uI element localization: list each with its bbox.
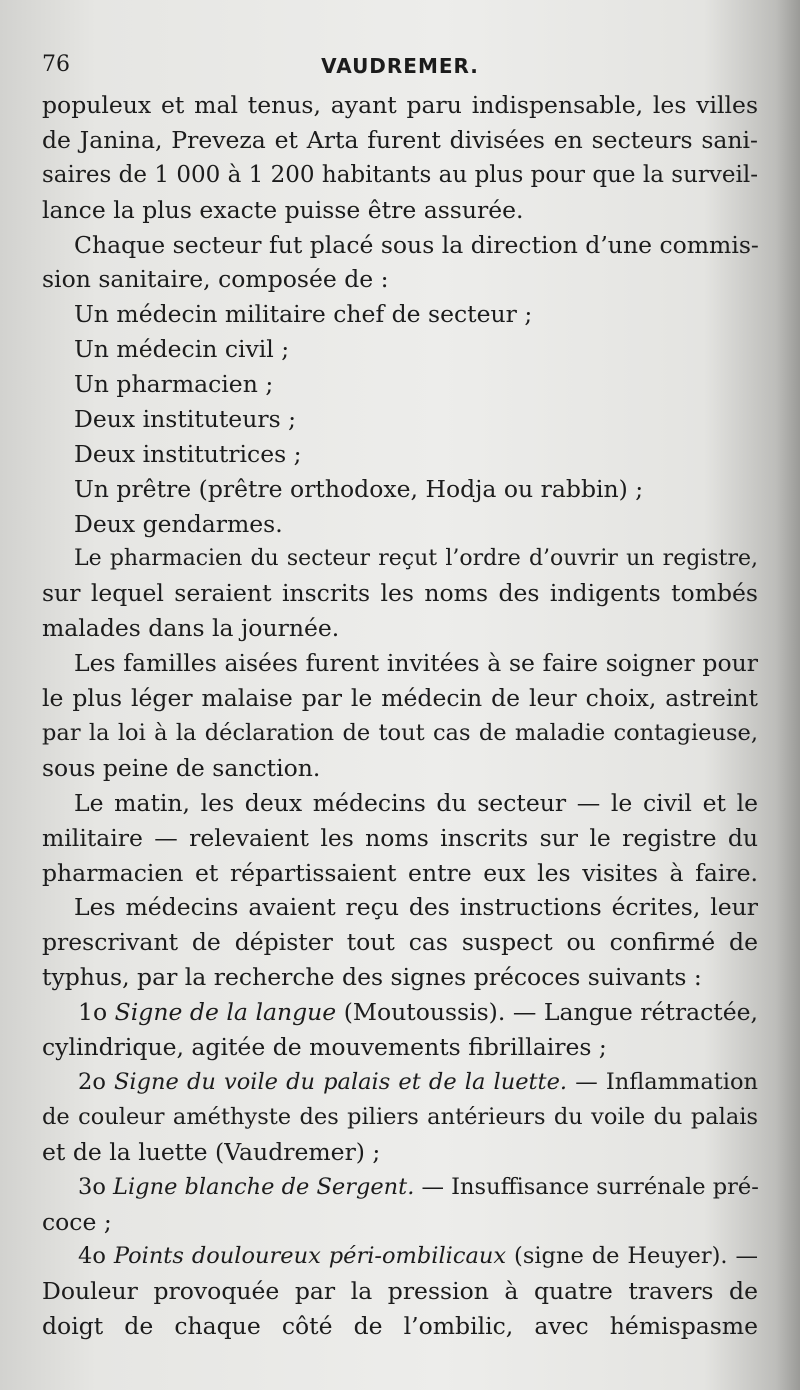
text-line: populeux et mal tenus, ayant paru indispensable, les villes	[42, 91, 758, 119]
text-line: sur lequel seraient inscrits les noms des indigents tombés	[42, 579, 758, 608]
text-line: prescrivant de dépister tout cas suspect ou confirmé de	[42, 928, 758, 957]
item-number: 4o	[78, 1243, 106, 1270]
text-line: Les médecins avaient reçu des instructions écrites, leur	[74, 893, 758, 922]
text-line: Chaque secteur fut placé sous la direction d’une commis-	[74, 230, 759, 259]
text-line: Un médecin militaire chef de secteur ;	[74, 300, 533, 329]
text-line: Deux gendarmes.	[74, 509, 283, 538]
text-line: et de la luette (Vaudremer) ;	[42, 1137, 381, 1166]
text-line	[42, 995, 758, 1030]
text-line: lance la plus exacte puisse être assurée.	[42, 195, 524, 224]
text-line: militaire — relevaient les noms inscrits sur le registre du	[42, 823, 758, 852]
text-line: malades dans la journée.	[42, 614, 340, 643]
item-text: (Moutoussis). — Langue rétractée,	[336, 998, 758, 1027]
body-text	[42, 88, 758, 1344]
item-number: 3o	[78, 1173, 106, 1200]
text-line: typhus, par la recherche des signes précoces suivants :	[42, 963, 702, 992]
text-line: sion sanitaire, composée de :	[42, 265, 389, 294]
text-line: Un médecin civil ;	[74, 335, 290, 364]
text-line: doigt de chaque côté de l’ombilic, avec hémispasme	[42, 1312, 758, 1341]
text-line: Un pharmacien ;	[74, 370, 274, 399]
item-text: (signe de Heuyer). —	[506, 1243, 758, 1270]
text-line	[42, 1065, 758, 1100]
item-number: 1o	[78, 998, 108, 1027]
item-title: Signe de la langue	[114, 998, 337, 1027]
text-line	[42, 1239, 758, 1274]
text-line: le plus léger malaise par le médecin de leur choix, astreint	[42, 684, 758, 713]
text-line: sous peine de sanction.	[42, 753, 321, 782]
text-line: par la loi à la déclaration de tout cas de maladie contagieuse,	[42, 720, 758, 747]
page-number: 76	[42, 52, 70, 77]
text-line: de couleur améthyste des piliers antérieurs du voile du palais	[42, 1103, 758, 1130]
text-line: cylindrique, agitée de mouvements fibrillaires ;	[42, 1033, 607, 1062]
text-line	[42, 1170, 758, 1205]
text-line: Les familles aisées furent invitées à se faire soigner pour	[74, 649, 758, 678]
text-line: Deux institutrices ;	[74, 439, 302, 468]
text-line: Le pharmacien du secteur reçut l’ordre d’ouvrir un registre,	[74, 545, 758, 571]
item-text: — Insuffisance surrénale pré-	[414, 1173, 759, 1200]
text-line: saires de 1 000 à 1 200 habitants au plus pour que la surveil-	[42, 161, 758, 188]
page-header	[42, 48, 758, 88]
item-text: — Inflammation	[567, 1068, 759, 1095]
text-line: pharmacien et répartissaient entre eux les visites à faire.	[42, 858, 758, 887]
text-line: Un prêtre (prêtre orthodoxe, Hodja ou rabbin) ;	[74, 474, 644, 503]
text-line: coce ;	[42, 1207, 112, 1236]
item-title: Points douloureux péri-ombilicaux	[113, 1243, 507, 1270]
text-line: Douleur provoquée par la pression à quatre travers de	[42, 1277, 758, 1306]
item-number: 2o	[78, 1068, 106, 1095]
item-title: Ligne blanche de Sergent.	[113, 1173, 415, 1200]
text-line: Deux instituteurs ;	[74, 405, 297, 434]
text-line: Le matin, les deux médecins du secteur — le civil et le	[74, 788, 758, 817]
item-title: Signe du voile du palais et de la luette.	[114, 1068, 568, 1095]
text-line: de Janina, Preveza et Arta furent divisées en secteurs sani-	[42, 125, 758, 154]
running-head: VAUDREMER.	[321, 54, 479, 78]
